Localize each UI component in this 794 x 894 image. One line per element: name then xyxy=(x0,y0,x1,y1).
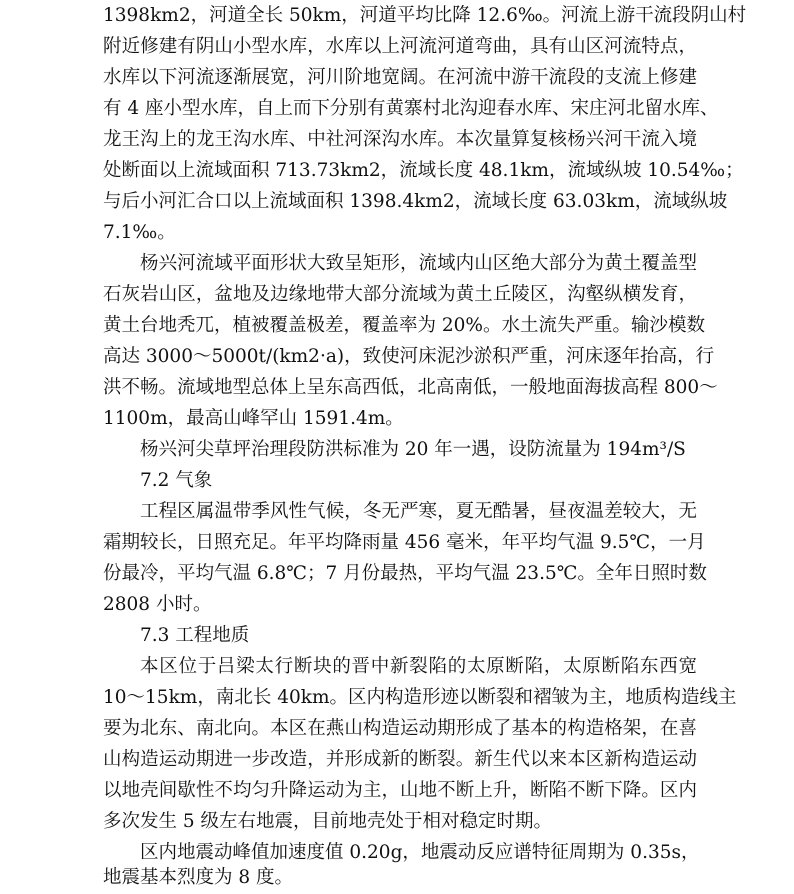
text-line: 10～15km，南北长 40km。区内构造形迹以断裂和褶皱为主，地质构造线主 xyxy=(103,687,737,708)
text-line: 石灰岩山区，盆地及边缘地带大部分流域为黄土丘陵区，沟壑纵横发育， xyxy=(103,284,697,305)
paragraph-first-line: 本区位于吕梁太行断块的晋中新裂陷的太原断陷，太原断陷东西宽 xyxy=(140,656,697,677)
text-line-cut-off: 地震基本烈度为 8 度。 xyxy=(103,867,294,888)
text-line: 1398km2，河道全长 50km，河道平均比降 12.6‰。河流上游干流段阴山村 xyxy=(103,5,747,26)
paragraph-first-line: 区内地震动峰值加速度值 0.20g，地震动反应谱特征周期为 0.35s， xyxy=(140,842,700,863)
text-line: 有 4 座小型水库，自上而下分别有黄寨村北沟迎春水库、宋庄河北留水库、 xyxy=(103,98,719,119)
text-line: 与后小河汇合口以上流域面积 1398.4km2，流域长度 63.03km，流域纵坡 xyxy=(103,191,728,212)
paragraph-first-line: 工程区属温带季风性气候，冬无严寒，夏无酷暑，昼夜温差较大，无 xyxy=(140,501,697,522)
text-line: 黄土台地秃兀，植被覆盖极差，覆盖率为 20%。水土流失严重。输沙模数 xyxy=(103,315,706,336)
paragraph-first-line: 杨兴河尖草坪治理段防洪标准为 20 年一遇，设防流量为 194m³/S xyxy=(140,439,686,460)
section-heading-geology: 7.3 工程地质 xyxy=(140,625,250,646)
paragraph-first-line: 杨兴河流域平面形状大致呈矩形，流域内山区绝大部分为黄土覆盖型 xyxy=(140,253,697,274)
text-line: 洪不畅。流域地型总体上呈东高西低，北高南低，一般地面海拔高程 800～ xyxy=(103,377,718,398)
text-line: 山构造运动期进一步改造，并形成新的断裂。新生代以来本区新构造运动 xyxy=(103,749,697,770)
text-line: 2808 小时。 xyxy=(103,594,212,615)
text-line: 7.1‰。 xyxy=(103,222,176,243)
text-line: 份最冷，平均气温 6.8℃；7 月份最热，平均气温 23.5℃。全年日照时数 xyxy=(103,563,707,584)
text-line: 以地壳间歇性不均匀升降运动为主，山地不断上升，断陷不断下降。区内 xyxy=(103,780,697,801)
text-line: 1100m，最高山峰罕山 1591.4m。 xyxy=(103,408,404,429)
section-heading-climate: 7.2 气象 xyxy=(140,470,213,491)
text-line: 多次发生 5 级左右地震，目前地壳处于相对稳定时期。 xyxy=(103,811,553,832)
text-line: 水库以下河流逐渐展宽，河川阶地宽阔。在河流中游干流段的支流上修建 xyxy=(103,67,697,88)
text-line: 处断面以上流域面积 713.73km2，流域长度 48.1km，流域纵坡 10.54‰； xyxy=(103,160,744,181)
text-line: 霜期较长，日照充足。年平均降雨量 456 毫米，年平均气温 9.5℃，一月 xyxy=(103,532,706,553)
text-line: 龙王沟上的龙王沟水库、中社河深沟水库。本次量算复核杨兴河干流入境 xyxy=(103,129,697,150)
text-line: 高达 3000～5000t/(km2·a)，致使河床泥沙淤积严重，河床逐年抬高，行 xyxy=(103,346,715,367)
text-line: 要为北东、南北向。本区在燕山构造运动期形成了基本的构造格架，在喜 xyxy=(103,718,697,739)
text-line: 附近修建有阴山小型水库，水库以上河流河道弯曲，具有山区河流特点， xyxy=(103,36,697,57)
